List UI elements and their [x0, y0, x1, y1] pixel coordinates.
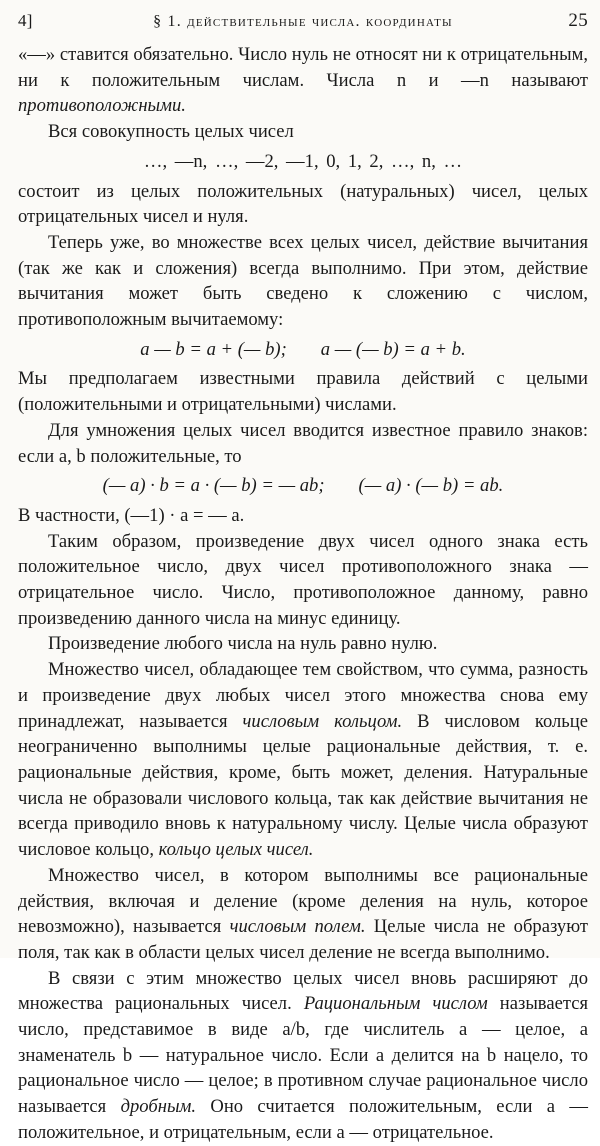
- emphasis: Рациональным числом: [303, 993, 488, 1015]
- page-number: 25: [568, 10, 588, 31]
- formula-part: a — b = a + (— b);: [140, 338, 287, 360]
- emphasis: кольцо целых чисел.: [158, 839, 314, 861]
- paragraph: Таким образом, произведение двух чисел одного знака есть положительное число, двух чисел противоположного знака — отрицательное число. Число, противоположное данному, равно произведению данного числа на минус единицу.: [18, 530, 588, 629]
- formula-part: a — (— b) = a + b.: [320, 338, 466, 360]
- paragraph: Мы предполагаем известными правила действий с целыми (положительными и отрицательными) числами.: [18, 368, 588, 416]
- paragraph: Произведение любого числа на нуль равно нулю.: [48, 633, 438, 655]
- formula-subtraction: [18, 337, 588, 363]
- paragraph: состоит из целых положительных (натуральных) чисел, целых отрицательных чисел и нуля.: [18, 180, 588, 228]
- emphasis: числовым полем.: [229, 916, 366, 938]
- running-header: [18, 8, 588, 42]
- paragraph: Теперь уже, во множестве всех целых чисел, действие вычитания (так же как и сложения) всегда выполнимо. При этом, действие вычитания может быть сведено к сложению с числом, противоположным вычитаемому:: [18, 231, 588, 331]
- text-run: Оно считается положительным, если a — положительное, и отрицательным, если a — отрицательное.: [18, 1096, 589, 1143]
- section-number: 4]: [18, 11, 33, 30]
- text-run: называется число, представимое в виде a/b, где числитель a — целое, а знаменатель b — натуральное число. Если a делится на b нацело, то рациональное число — целое; в противном случае рациональное число называется: [18, 993, 589, 1118]
- emphasis: противоположными.: [18, 95, 186, 117]
- body-text: [18, 42, 588, 1146]
- formula-part: (— a) · (— b) = ab.: [358, 475, 504, 497]
- emphasis: дробным.: [120, 1096, 197, 1118]
- formula-integers: …, —n, …, —2, —1, 0, 1, 2, …, n, …: [143, 150, 463, 172]
- paragraph: [18, 42, 588, 119]
- text-run: Целые числа не образуют поля, так как в области целых чисел деление не всегда выполнимо.: [18, 916, 588, 963]
- formula-part: (— a) · b = a · (— b) = — ab;: [102, 475, 325, 497]
- paragraph: В частности, (—1) · a = — a.: [18, 504, 245, 526]
- text-run: Множество чисел, обладающее тем свойством, что сумма, разность и произведение двух любых чисел этого множества снова ему принадлежат, называется: [18, 659, 588, 732]
- paragraph: Вся совокупность целых чисел: [48, 121, 294, 143]
- text-run: Множество чисел, в котором выполнимы все рациональные действия, включая и деление (кроме деления на нуль, которое невозможно), называется: [18, 864, 588, 938]
- formula-signs: [18, 473, 588, 499]
- paragraph: Для умножения целых чисел вводится известное правило знаков: если a, b положительные, то: [18, 419, 588, 467]
- running-title: § 1. действительные числа. координаты: [153, 13, 453, 30]
- paragraph: [18, 966, 588, 1146]
- text-run: «—» ставится обязательно. Число нуль не относят ни к отрицательным, ни к положительным числам. Числа n и —n называют: [18, 44, 588, 91]
- text-run: В числовом кольце неограниченно выполнимы целые рациональные действия, т. е. рациональные действия, кроме, быть может, деления. Натуральные числа не образовали числового кольца, так как действие вычитания не всегда приводило вновь к натуральному числу. Целые числа образуют числовое кольцо,: [18, 710, 588, 861]
- text-run: В связи с этим множество целых чисел вновь расширяют до множества рациональных чисел.: [18, 967, 588, 1015]
- paragraph: [18, 863, 588, 966]
- paragraph: [18, 657, 588, 863]
- emphasis: числовым кольцом.: [242, 710, 403, 732]
